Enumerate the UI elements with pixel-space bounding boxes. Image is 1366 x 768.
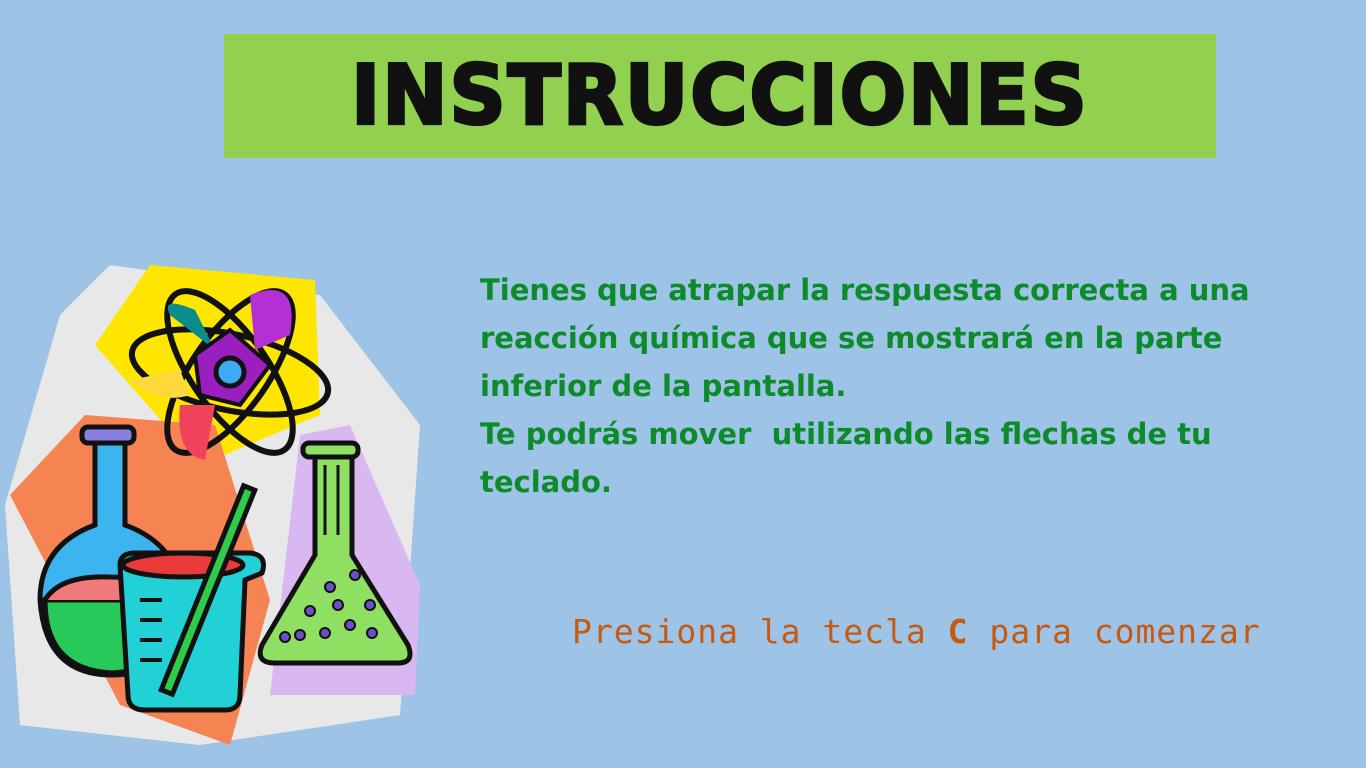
instructions-text xyxy=(480,266,1340,506)
prompt-key: C xyxy=(947,612,969,651)
prompt-after: para comenzar xyxy=(968,612,1261,651)
instruction-line: inferior de la pantalla. xyxy=(480,369,847,403)
start-prompt xyxy=(572,612,1261,651)
instruction-line: reacción química que se mostrará en la parte xyxy=(480,321,1223,355)
instruction-line: Tienes que atrapar la respuesta correcta a una xyxy=(480,273,1250,307)
prompt-before: Presiona la tecla xyxy=(572,612,948,651)
instruction-line: Te podrás mover utilizando las flechas de tu xyxy=(480,417,1212,451)
title-banner xyxy=(224,34,1216,158)
chemistry-lab-clipart-icon xyxy=(0,255,430,755)
page-title: INSTRUCCIONES xyxy=(351,48,1089,144)
instruction-line: teclado. xyxy=(480,465,612,499)
